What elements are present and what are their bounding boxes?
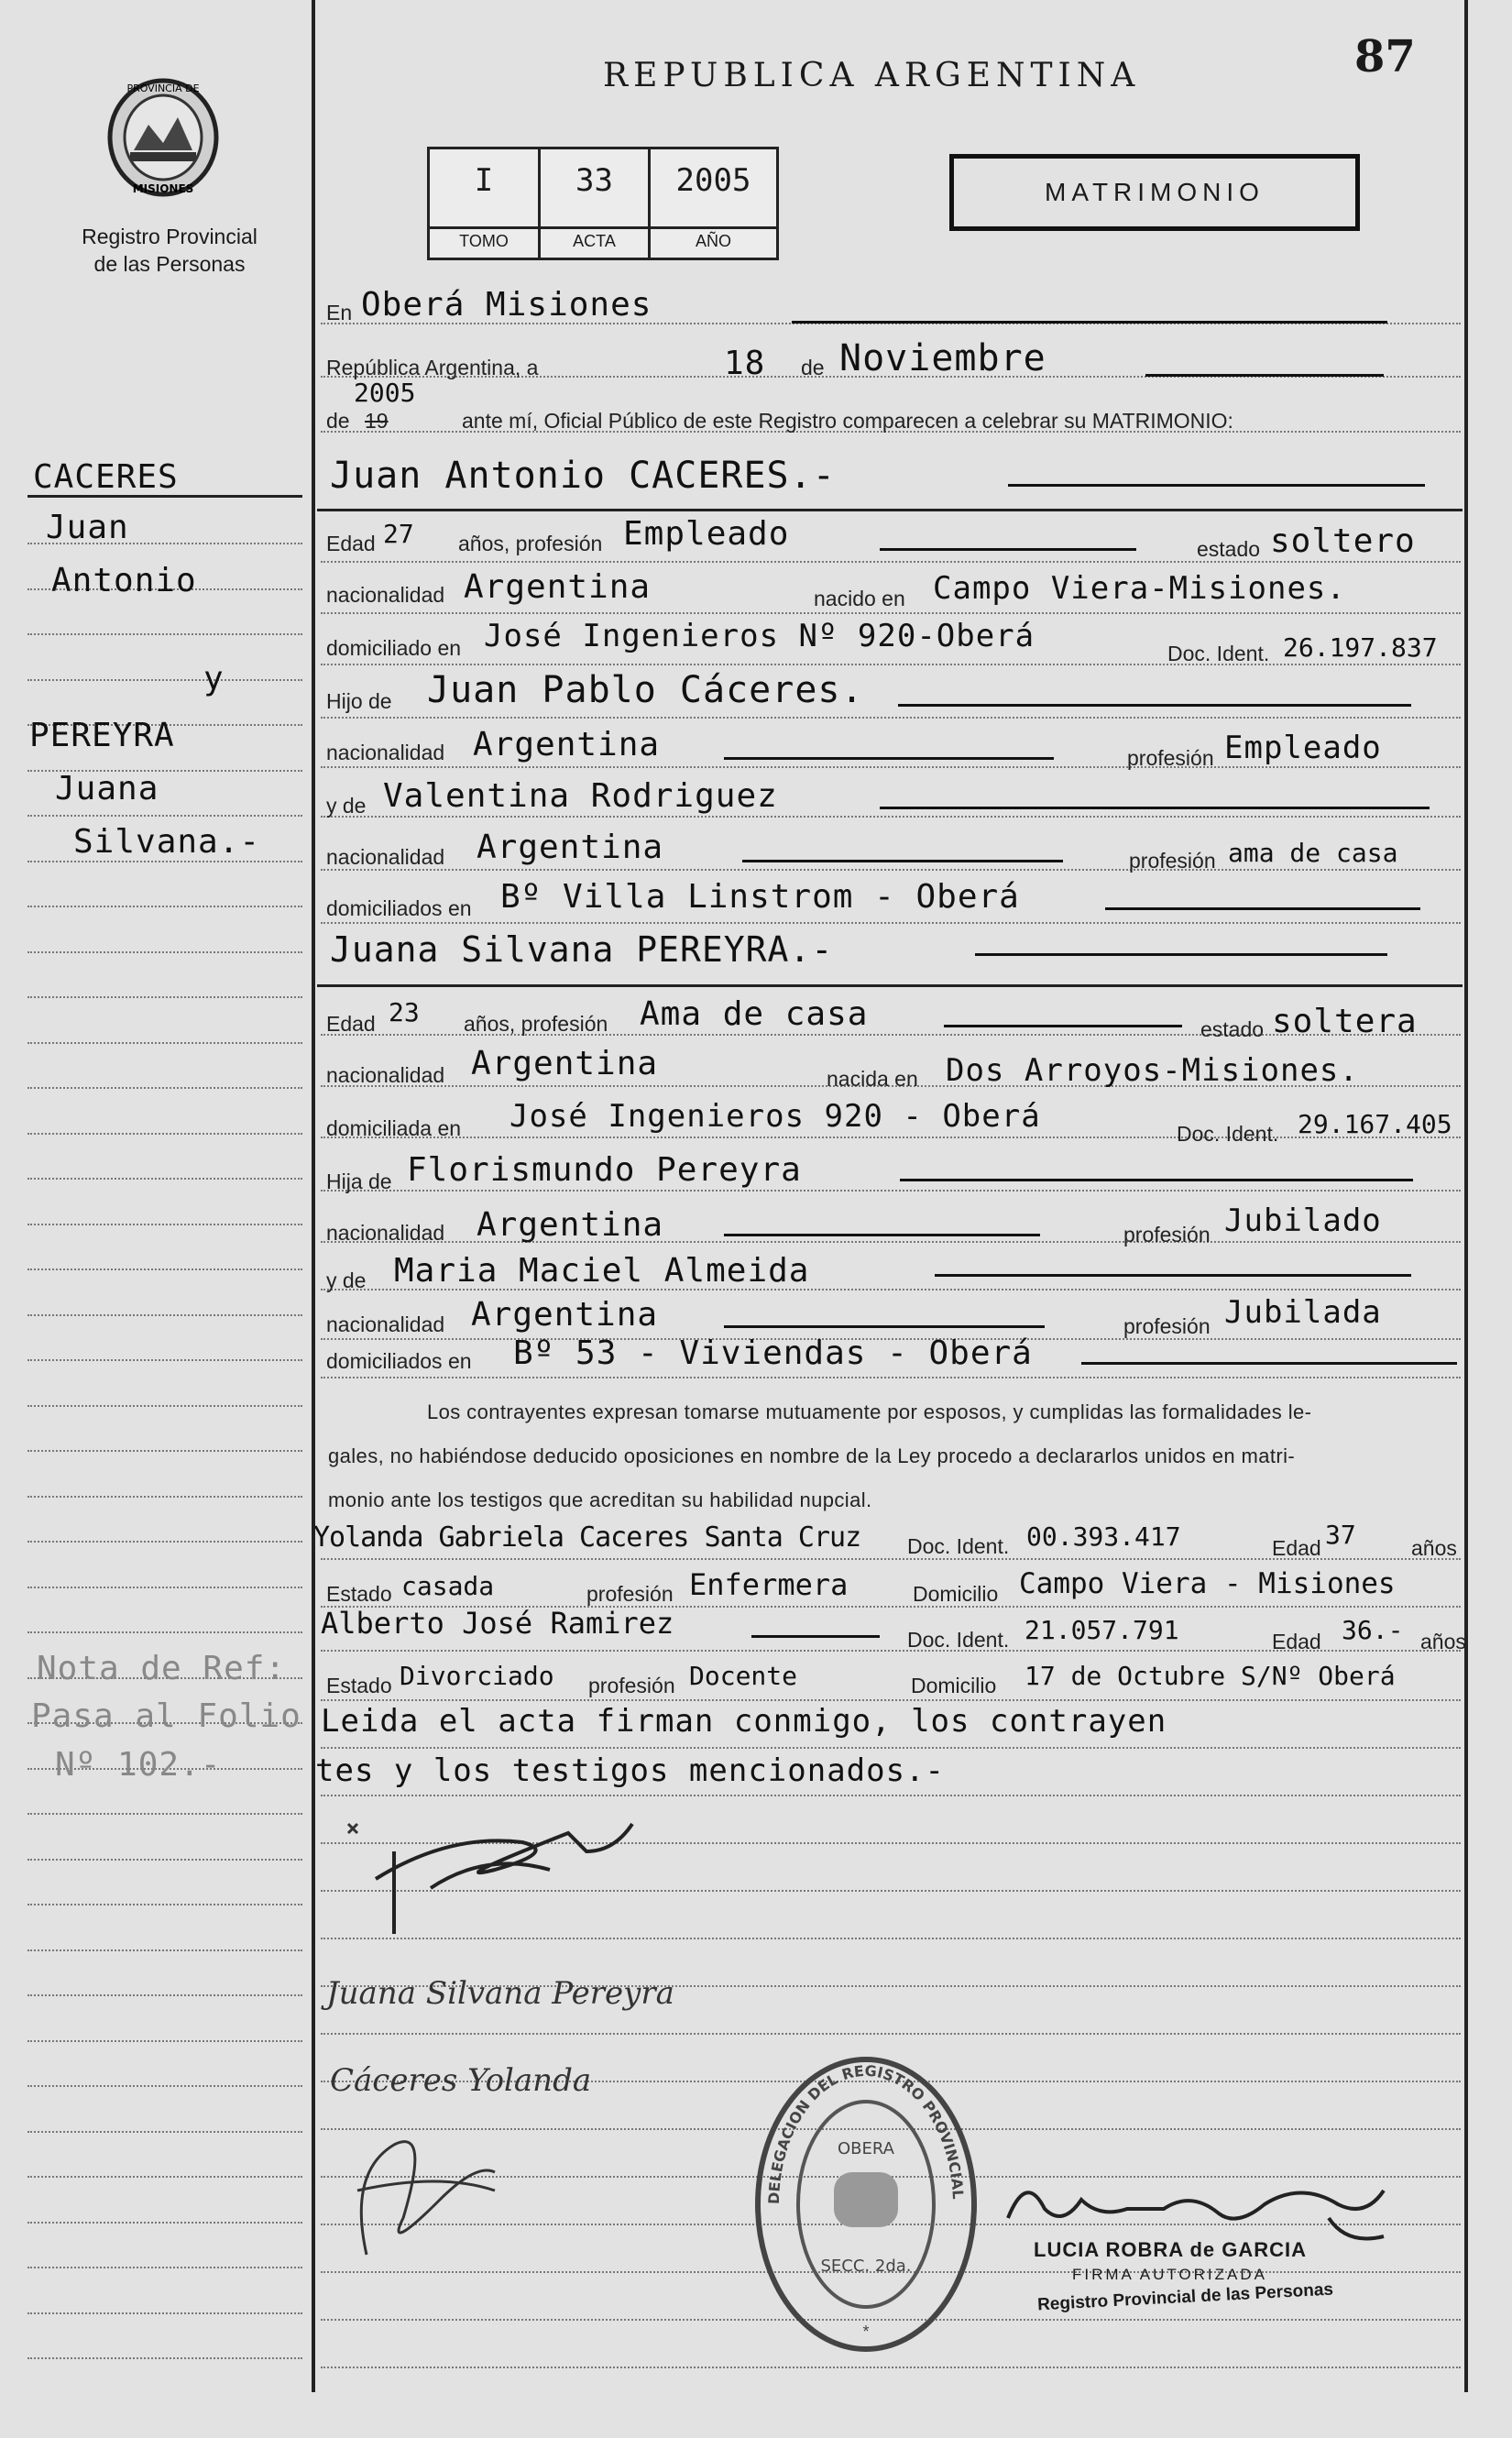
- place-line: [792, 321, 1387, 324]
- svg-text:SECC. 2da.: SECC. 2da.: [820, 2257, 912, 2276]
- signature-witness1: Cáceres Yolanda: [330, 2062, 592, 2099]
- groom-padres-dom: Bº Villa Linstrom - Oberá: [500, 878, 1020, 916]
- acta-value: 33: [575, 162, 613, 199]
- witness1-profesion: Enfermera: [689, 1567, 849, 1602]
- bride-padre-nac-line: [724, 1234, 1040, 1236]
- margin-note-line2: Pasa al Folio: [31, 1697, 301, 1735]
- groom-nacionalidad: Argentina: [464, 568, 652, 606]
- place-value: Oberá Misiones: [361, 286, 652, 324]
- bride-padre-prof: Jubilado: [1224, 1203, 1382, 1239]
- groom-madre: Valentina Rodriguez: [383, 777, 778, 815]
- bride-padre: Florismundo Pereyra: [407, 1151, 802, 1189]
- bride-profesion: Ama de casa: [640, 995, 869, 1033]
- margin-surname-underline: [27, 495, 302, 498]
- bride-doc-label: Doc. Ident.: [1177, 1122, 1279, 1146]
- witness2-profesion: Docente: [689, 1661, 798, 1691]
- year-value: 2005: [354, 378, 416, 408]
- declaration-line1: Los contrayentes expresan tomarse mutuamente por esposos, y cumplidas las formalidades le-: [427, 1400, 1312, 1423]
- body-rule-line: [321, 1377, 1461, 1378]
- margin-rule-line: [27, 951, 302, 953]
- margin-given1a: Juan: [46, 509, 129, 546]
- bride-madre-nac-line: [724, 1325, 1045, 1328]
- tomo-cell: [430, 162, 538, 199]
- registry-line1: Registro Provincial: [82, 225, 257, 248]
- witness1-edad: 37: [1325, 1520, 1356, 1550]
- witness1-doc: 00.393.417: [1026, 1521, 1181, 1552]
- signature-bride: Juana Silvana Pereyra: [326, 1975, 674, 2012]
- svg-text:OBERA: OBERA: [838, 2139, 894, 2158]
- witness2-edad: 36.-: [1342, 1615, 1404, 1645]
- country-title: REPUBLICA ARGENTINA: [603, 57, 1141, 94]
- official-title: FIRMA AUTORIZADA: [1072, 2266, 1267, 2283]
- margin-rule-line: [27, 1133, 302, 1135]
- de-label2: de: [326, 409, 350, 433]
- registry-name: [55, 223, 284, 278]
- bride-prof-line: [944, 1025, 1182, 1027]
- groom-madre-line: [880, 807, 1430, 809]
- margin-rule-line: [27, 1587, 302, 1588]
- groom-anos-label: años, profesión: [458, 532, 603, 555]
- margin-rule-line: [27, 1042, 302, 1044]
- margin-rule-line: [27, 1813, 302, 1815]
- witness2-doc: 21.057.791: [1024, 1615, 1179, 1645]
- bride-padre-nac-label: nacionalidad: [326, 1221, 445, 1245]
- margin-rule-line: [27, 1178, 302, 1180]
- bride-domicilio: José Ingenieros 920 - Oberá: [509, 1098, 1041, 1135]
- groom-edad-label: Edad: [326, 532, 376, 555]
- month-value: Noviembre: [839, 337, 1046, 379]
- bride-doms-label: domiciliados en: [326, 1349, 472, 1373]
- body-rule-line: [321, 766, 1461, 768]
- body-rule-line: [321, 612, 1461, 614]
- bride-name: Juana Silvana PEREYRA.-: [330, 929, 834, 970]
- witness2-prof-label: profesión: [588, 1674, 675, 1697]
- body-rule-line: [321, 922, 1461, 924]
- body-rule-line: [321, 2033, 1461, 2035]
- tomo-value: I: [474, 162, 494, 199]
- margin-rule-line: [27, 1314, 302, 1316]
- groom-nac-label: nacionalidad: [326, 583, 445, 607]
- bride-estado-label: estado: [1200, 1017, 1265, 1041]
- groom-name: Juan Antonio CACERES.-: [330, 455, 836, 497]
- witness2-estado: Divorciado: [400, 1661, 554, 1691]
- margin-surname1: CACERES: [33, 458, 179, 496]
- bride-nac-label: nacionalidad: [326, 1063, 445, 1087]
- bride-anos-label: años, profesión: [464, 1012, 608, 1036]
- anio-value: 2005: [675, 162, 751, 199]
- bride-dom-label: domiciliada en: [326, 1116, 462, 1140]
- bride-madre-line: [935, 1274, 1411, 1277]
- margin-rule-line: [27, 1859, 302, 1861]
- groom-padre: Juan Pablo Cáceres.: [427, 669, 864, 711]
- margin-rule-line: [27, 1631, 302, 1633]
- witness1-domicilio: Campo Viera - Misiones: [1019, 1567, 1396, 1600]
- witness1-anos-label: años: [1411, 1536, 1457, 1560]
- margin-rule-line: [27, 679, 302, 681]
- body-rule-line: [321, 561, 1461, 563]
- margin-rule-line: [27, 2357, 302, 2359]
- groom-padre-prof-label: profesión: [1127, 746, 1214, 770]
- groom-padre-line: [898, 704, 1411, 707]
- margin-given2b: Silvana.-: [73, 823, 261, 861]
- groom-prof-line: [880, 548, 1136, 551]
- bride-padre-nac: Argentina: [477, 1206, 664, 1244]
- margin-surname2: PEREYRA: [29, 717, 175, 754]
- svg-text:DELEGACION DEL REGISTRO PROVIN: DELEGACION DEL REGISTRO PROVINCIAL: [764, 2061, 967, 2205]
- margin-rule-line: [27, 1949, 302, 1951]
- margin-rule-line: [27, 1994, 302, 1996]
- svg-text:MISIONES: MISIONES: [132, 182, 194, 195]
- anio-cell: [651, 162, 776, 199]
- witness2-name-line: [751, 1635, 880, 1638]
- body-rule-line: [321, 717, 1461, 719]
- closing-line2: tes y los testigos mencionados.-: [315, 1752, 946, 1789]
- bride-padre-line: [900, 1179, 1413, 1181]
- margin-rule-line: [27, 1268, 302, 1270]
- witness1-prof-label: profesión: [586, 1582, 674, 1606]
- bride-padres-dom-line: [1081, 1362, 1457, 1365]
- witness2-doc-label: Doc. Ident.: [907, 1628, 1010, 1652]
- groom-madre-nac: Argentina: [477, 829, 664, 866]
- margin-rule-line: [27, 815, 302, 817]
- svg-text:*: *: [862, 2323, 870, 2341]
- groom-madre-nac-label: nacionalidad: [326, 845, 445, 869]
- groom-name-line: [1008, 484, 1425, 487]
- margin-rule-line: [27, 2085, 302, 2087]
- witness1-edad-label: Edad: [1272, 1536, 1321, 1560]
- bride-doc: 29.167.405: [1298, 1109, 1452, 1139]
- official-org: Registro Provincial de las Personas: [1036, 2279, 1334, 2315]
- body-rule-line: [321, 1137, 1461, 1138]
- margin-rule-line: [27, 2312, 302, 2314]
- bride-padres-dom: Bº 53 - Viviendas - Oberá: [513, 1334, 1033, 1372]
- margin-given2a: Juana: [55, 770, 159, 807]
- margin-rule-line: [27, 2267, 302, 2268]
- act-type-box: [949, 154, 1360, 231]
- witness2-dom-label: Domicilio: [911, 1674, 997, 1697]
- margin-rule-line: [27, 1224, 302, 1225]
- witness1-name: Yolanda Gabriela Caceres Santa Cruz: [313, 1521, 861, 1554]
- margin-divider-line: [312, 0, 315, 2392]
- bride-section-line: [317, 984, 1463, 987]
- intro-phrase: ante mí, Oficial Público de este Registro comparecen a celebrar su MATRIMONIO:: [462, 409, 1233, 433]
- groom-nacido-label: nacido en: [814, 587, 905, 610]
- groom-madre-nac-line: [742, 860, 1063, 862]
- registry-line2: de las Personas: [93, 252, 246, 276]
- bride-name-line: [975, 953, 1387, 956]
- en-label: En: [326, 301, 353, 324]
- province-logo: [101, 71, 225, 202]
- month-line: [1145, 374, 1384, 377]
- bride-madre-prof: Jubilada: [1224, 1294, 1382, 1331]
- right-border-line: [1464, 0, 1468, 2392]
- signature-witness2: [330, 2117, 513, 2264]
- bride-nacionalidad: Argentina: [471, 1045, 659, 1082]
- bride-yde-label: y de: [326, 1268, 367, 1292]
- year-struck: 19: [365, 409, 389, 433]
- svg-text:PROVINCIA DE: PROVINCIA DE: [126, 82, 200, 94]
- groom-edad: 27: [383, 519, 414, 549]
- groom-estado-label: estado: [1197, 537, 1261, 561]
- registry-seal: [751, 2053, 981, 2356]
- bride-madre-nac: Argentina: [471, 1296, 659, 1334]
- witness2-estado-label: Estado: [326, 1674, 392, 1697]
- body-rule-line: [321, 816, 1461, 818]
- groom-padre-prof: Empleado: [1224, 730, 1382, 766]
- bride-edad-label: Edad: [326, 1012, 376, 1036]
- table-divider: [430, 226, 776, 229]
- bride-padre-prof-label: profesión: [1123, 1223, 1211, 1246]
- margin-note-line1: Nota de Ref:: [37, 1650, 287, 1687]
- margin-note-line3: Nº 102.-: [55, 1746, 222, 1784]
- official-signature: [999, 2163, 1393, 2246]
- margin-connector: y: [203, 660, 225, 697]
- margin-rule-line: [27, 1496, 302, 1498]
- margin-given1b: Antonio: [51, 562, 197, 599]
- bride-nacida-label: nacida en: [827, 1067, 918, 1091]
- witness1-estado-label: Estado: [326, 1582, 392, 1606]
- bride-nacida: Dos Arroyos-Misiones.: [946, 1052, 1359, 1089]
- signature-groom: [339, 1796, 641, 1943]
- body-rule-line: [321, 869, 1461, 871]
- bride-madre-nac-label: nacionalidad: [326, 1312, 445, 1336]
- witness2-anos-label: años: [1420, 1630, 1466, 1653]
- groom-profesion: Empleado: [623, 515, 790, 553]
- declaration-line3: monio ante los testigos que acreditan su habilidad nupcial.: [328, 1488, 872, 1511]
- body-rule-line: [321, 1190, 1461, 1192]
- groom-nacido: Campo Viera-Misiones.: [933, 570, 1346, 607]
- witness1-doc-label: Doc. Ident.: [907, 1534, 1010, 1558]
- groom-madre-prof-label: profesión: [1129, 849, 1216, 873]
- margin-rule-line: [27, 1904, 302, 1905]
- bride-madre-prof-label: profesión: [1123, 1314, 1211, 1338]
- witness1-dom-label: Domicilio: [913, 1582, 999, 1606]
- margin-rule-line: [27, 861, 302, 862]
- margin-rule-line: [27, 2222, 302, 2224]
- bride-hija-label: Hija de: [326, 1170, 392, 1193]
- margin-rule-line: [27, 2131, 302, 2133]
- anio-label: AÑO: [695, 232, 731, 250]
- groom-domicilio: José Ingenieros Nº 920-Oberá: [484, 618, 1035, 654]
- groom-padres-dom-line: [1105, 907, 1420, 910]
- body-rule-line: [321, 664, 1461, 665]
- tomo-label: TOMO: [459, 232, 509, 250]
- margin-rule-line: [27, 1405, 302, 1407]
- body-rule-line: [321, 2367, 1461, 2368]
- bride-madre: Maria Maciel Almeida: [394, 1252, 810, 1290]
- groom-padre-nac-label: nacionalidad: [326, 741, 445, 764]
- margin-rule-line: [27, 2176, 302, 2178]
- official-name: LUCIA ROBRA de GARCIA: [1034, 2238, 1308, 2261]
- witness2-name: Alberto José Ramirez: [321, 1606, 674, 1641]
- witness1-estado: casada: [401, 1571, 495, 1601]
- declaration-line2: gales, no habiéndose deducido oposiciones en nombre de la Ley procedo a declararlos unidos en matri-: [328, 1444, 1296, 1467]
- act-type-label: MATRIMONIO: [1045, 178, 1265, 206]
- acta-cell: [541, 162, 648, 199]
- margin-rule-line: [27, 996, 302, 998]
- closing-line1: Leida el acta firman conmigo, los contrayen: [321, 1703, 1167, 1740]
- acta-label: ACTA: [573, 232, 616, 250]
- groom-estado: soltero: [1270, 522, 1416, 560]
- bride-edad: 23: [389, 997, 420, 1027]
- groom-doc: 26.197.837: [1283, 632, 1438, 663]
- margin-rule-line: [27, 2040, 302, 2042]
- margin-rule-line: [27, 1450, 302, 1452]
- de-label1: de: [801, 356, 825, 379]
- groom-madre-prof: ama de casa: [1228, 838, 1398, 868]
- groom-section-line: [317, 509, 1463, 511]
- groom-yde-label: y de: [326, 794, 367, 818]
- margin-rule-line: [27, 1087, 302, 1089]
- body-rule-line: [321, 1699, 1461, 1701]
- witness2-domicilio: 17 de Octubre S/Nº Oberá: [1024, 1661, 1396, 1691]
- groom-doms-label: domiciliados en: [326, 896, 472, 920]
- margin-rule-line: [27, 906, 302, 907]
- witness2-edad-label: Edad: [1272, 1630, 1321, 1653]
- margin-rule-line: [27, 633, 302, 635]
- groom-doc-label: Doc. Ident.: [1167, 642, 1270, 665]
- groom-dom-label: domiciliado en: [326, 636, 462, 660]
- groom-hijo-label: Hijo de: [326, 689, 392, 713]
- bride-estado: soltera: [1272, 1003, 1418, 1040]
- groom-padre-nac-line: [724, 757, 1054, 760]
- body-rule-line: [321, 1747, 1461, 1749]
- page-number: 87: [1354, 31, 1416, 82]
- record-number-table: [427, 147, 779, 260]
- day-value: 18: [724, 345, 766, 382]
- republica-label: República Argentina, a: [326, 356, 539, 379]
- margin-rule-line: [27, 1359, 302, 1361]
- margin-rule-line: [27, 1541, 302, 1543]
- groom-padre-nac: Argentina: [473, 726, 661, 763]
